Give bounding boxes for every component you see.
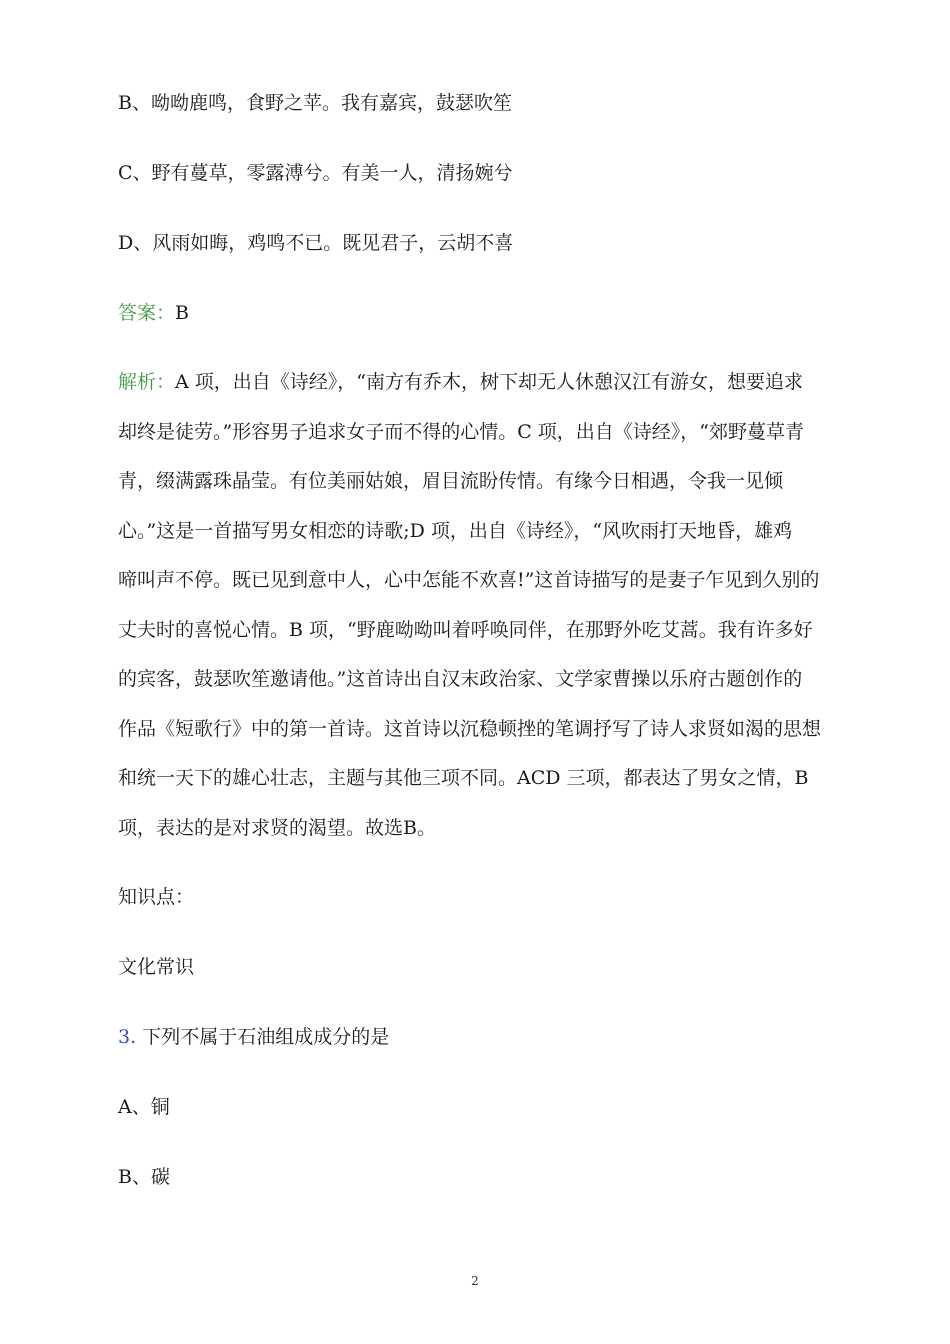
page-number: 2 xyxy=(471,1274,479,1288)
analysis-line: 和统一天下的雄心壮志，主题与其他三项不同。ACD 三项，都表达了男女之情，B xyxy=(118,767,809,789)
analysis-line: 青，缀满露珠晶莹。有位美丽姑娘，眉目流盼传情。有缘今日相遇，令我一见倾 xyxy=(118,470,784,492)
option-d: D、风雨如晦，鸡鸣不已。既见君子，云胡不喜 xyxy=(118,232,514,254)
q3-option-b: B、碳 xyxy=(118,1166,170,1188)
question-text: 下列不属于石油组成成分的是 xyxy=(142,1026,390,1048)
analysis-line: 丈夫时的喜悦心情。B 项，“野鹿呦呦叫着呼唤同伴，在那野外吃艾蒿。我有许多好 xyxy=(118,618,813,641)
question-3 xyxy=(118,1025,389,1049)
option-b: B、呦呦鹿鸣，食野之苹。我有嘉宾，鼓瑟吹笙 xyxy=(118,92,512,114)
analysis-line: 解析：A 项，出自《诗经》，“南方有乔木，树下却无人休憩汉江有游女，想要追求 xyxy=(118,371,803,393)
question-number: 3. xyxy=(118,1026,137,1048)
option-c: C、野有蔓草，零露溥兮。有美一人，清扬婉兮 xyxy=(118,162,513,184)
analysis-line: 心。”这是一首描写男女相恋的诗歌;D 项，出自《诗经》，“风吹雨打天地昏，雄鸡 xyxy=(118,519,793,542)
answer xyxy=(118,301,189,325)
analysis-label: 解析： xyxy=(118,371,176,393)
analysis-line: 却终是徒劳。”形容男子追求女子而不得的心情。C 项，出自《诗经》，“郊野蔓草青 xyxy=(118,420,805,443)
analysis-line: 项，表达的是对求贤的渴望。故选B。 xyxy=(118,816,436,839)
answer-label: 答案： xyxy=(118,302,176,324)
analysis xyxy=(118,358,838,853)
analysis-line: 作品《短歌行》中的第一首诗。这首诗以沉稳顿挫的笔调抒写了诗人求贤如渴的思想 xyxy=(118,717,822,740)
analysis-line: 的宾客，鼓瑟吹笙邀请他。”这首诗出自汉末政治家、文学家曹操以乐府古题创作的 xyxy=(118,668,803,690)
analysis-line: 啼叫声不停。既已见到意中人，心中怎能不欢喜!”这首诗描写的是妻子乍见到久别的 xyxy=(118,569,820,591)
knowledge-value: 文化常识 xyxy=(118,956,195,978)
q3-option-a: A、铜 xyxy=(118,1096,170,1118)
knowledge-label: 知识点： xyxy=(118,886,195,908)
answer-value: B xyxy=(175,302,189,324)
